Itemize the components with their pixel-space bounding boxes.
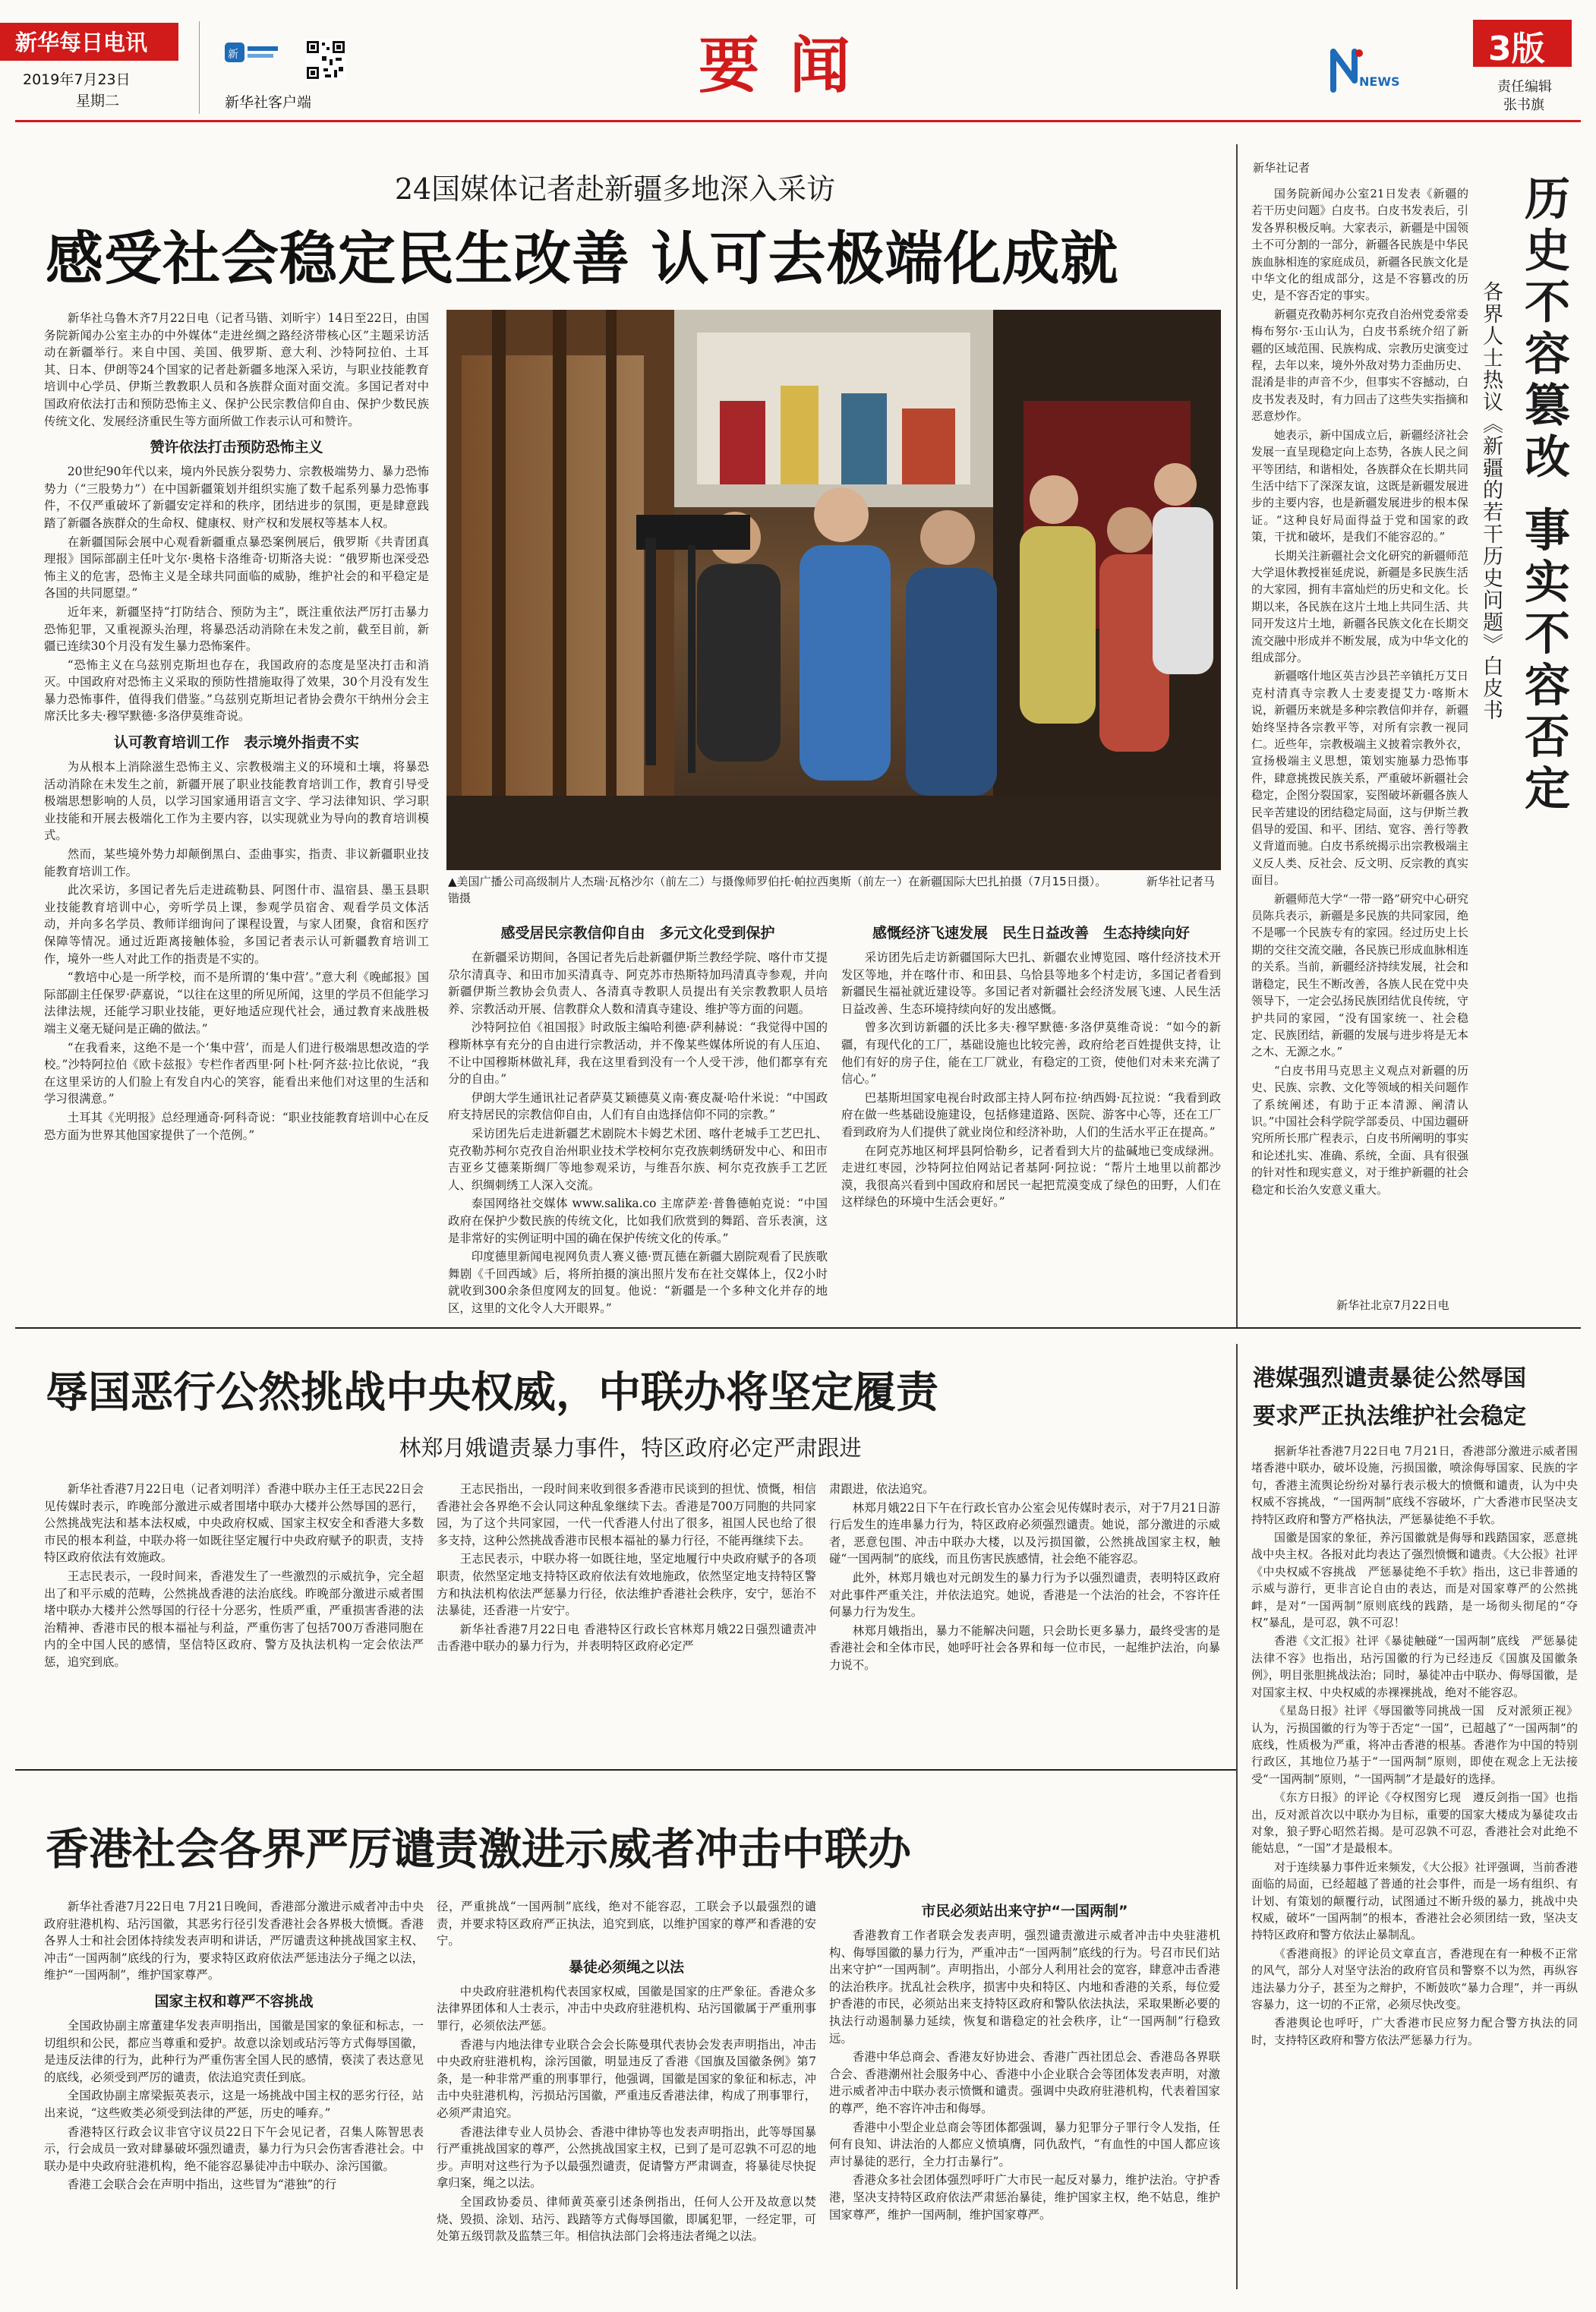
paragraph: 新华社香港7月22日电 香港特区行政长官林郑月娥22日强烈谴责冲击香港中联办的暴力行为，并表明特区政府必定严	[437, 1622, 816, 1654]
side-headline: 历史不容篡改 事实不容否定	[1517, 175, 1570, 816]
story2-headline: 辱国恶行公然挑战中央权威，中联办将坚定履责	[46, 1368, 938, 1418]
paragraph: 香港中华总商会、香港友好协进会、香港广西社团总会、香港岛各界联合会、香港潮州社会服务中心、香港中小企业联合会等团体发表声明，对激进示威者冲击中联办表示愤慨和谴责。强调中央政府驻港机构，代表着国家的尊严，绝不容许冲击和侮辱。	[829, 2050, 1220, 2115]
hk-media-title-1: 港媒强烈谴责暴徒公然辱国	[1253, 1365, 1526, 1392]
paragraph: 王志民表示，一段时间来，香港发生了一些激烈的示威抗争，完全超出了和平示威的范畴，公然挑战香港的法治底线。昨晚部分激进示威者围堵中联办大楼并公然辱国的行径十分恶劣，性质严重，严重损害香港的法治精神、香港市民的根本福祉与利益，严重伤害了包括700万香港同胞在内的全中国人民的感情，坚信特区政府、警方及执法机构一定会依法严惩，追究到底。	[44, 1569, 424, 1669]
divider	[199, 21, 200, 114]
paragraph: 香港众多社会团体强烈呼吁广大市民一起反对暴力，维护法治。守护香港，坚决支持特区政府依法严肃惩治暴徒，维护国家主权，绝不姑息，维护国家尊严，维护一国两制，维护国家尊严。	[829, 2173, 1220, 2222]
paragraph: 新华社香港7月22日电 7月21日晚间，香港部分激进示威者冲击中央政府驻港机构、玷污国徽，其恶劣行径引发香港社会各界极大愤慨。香港各界人士和社会团体持续发表声明和讲话，严厉谴责这种挑战国家主权、冲击“一国两制”底线的行为，要求特区政府依法严惩违法分子绳之以法，维护“一国两制”，维护国家尊严。	[44, 1900, 424, 1982]
story1-headline: 感受社会稳定民生改善 认可去极端化成就	[46, 225, 1119, 292]
paragraph: 新疆喀什地区英吉沙县芒辛镇托万艾日克村清真寺宗教人士麦麦提艾力·喀斯木说，新疆历来就是多种宗教信仰并存，新疆始终坚持各宗教平等，对所有宗教一视同仁。近些年，宗教极端主义披着宗教外衣，宣扬极端主义思想，策划实施暴力恐怖事件，肆意挑拨民族关系，严重破坏新疆社会稳定，企图分裂国家，妄图破坏新疆各族人民辛苦建设的团结稳定局面，这与伊斯兰教倡导的爱国、和平、团结、宽容、善行等教义背道而驰。白皮书系统揭示出宗教极端主义反人类、反社会、反文明、反宗教的真实面目。	[1251, 669, 1468, 888]
editor-label: 责任编辑	[1497, 79, 1552, 95]
paragraph: 采访团先后走进新疆艺术剧院木卡姆艺术团、喀什老城手工艺巴扎、克孜勒苏柯尔克孜自治州职业技术学校柯尔克孜族刺绣研发中心、和田市吉亚乡艾德莱斯绸厂等地参观采访，与维吾尔族、柯尔克孜族手工艺匠人、织绸刺绣工人深入交流。	[448, 1126, 828, 1192]
paragraph: 在新疆国际会展中心观看新疆重点暴恐案例展后，俄罗斯《共青团真理报》国际部副主任叶戈尔·奥格卡洛维奇·切斯洛夫说：“俄罗斯也深受恐怖主义的危害，恐怖主义是全球共同面临的威胁，维护社会的和平稳定是各国的共同愿望。”	[44, 535, 429, 601]
story1-subhead-3: 感受居民宗教信仰自由 多元文化受到保护	[500, 925, 775, 942]
paragraph: “教培中心是一所学校，而不是所谓的‘集中营’。”意大利《晚邮报》国际部副主任保罗·萨嘉说，“以往在这里的所见所闻，这里的学员不但能学习法律法规，还能学习职业技能，更好地适应现代社会，通过教育来战胜极端主义毫无疑问是正确的做法。”	[44, 970, 429, 1036]
paragraph: 伊朗大学生通讯社记者萨莫艾颖德莫义南·赛皮凝·哈什米说：“中国政府支持居民的宗教信仰自由，人们有自由选择信仰不同的宗教。”	[448, 1090, 828, 1122]
side-dateline: 新华社北京7月22日电	[1336, 1298, 1449, 1312]
paragraph: “白皮书用马克思主义观点对新疆的历史、民族、宗教、文化等领域的相关问题作了系统阐述，有助于正本清源、阐清认识。”中国社会科学院学部委员、中国边疆研究所所长邢广程表示，白皮书所阐明的事实和论述扎实、准确、系统，全面、具有很强的针对性和现实意义，对于维护新疆的社会稳定和长治久安意义重大。	[1251, 1063, 1468, 1197]
side-divider	[1236, 144, 1238, 1329]
paragraph: 曾多次到访新疆的沃比多夫·穆罕默德·多洛伊莫维奇说：“如今的新疆，有现代化的工厂，基础设施也比较完善，政府给老百姓提供支持，让他们有好的房子住，能在工厂就业，有稳定的工资，使他们对未来充满了信心。”	[841, 1020, 1221, 1087]
paragraph: “恐怖主义在乌兹别克斯坦也存在，我国政府的态度是坚决打击和消灭。中国政府对恐怖主义采取的预防性措施取得了效果，30个月没有发生暴力恐怖事件，值得我们借鉴。”乌兹别克斯坦记者协会费尔干纳州分会主席沃比多夫·穆罕默德·多洛伊莫维奇说。	[44, 658, 429, 724]
masthead-rule	[15, 120, 1581, 122]
section-rule-2	[15, 1327, 1581, 1329]
editor-name: 张书旗	[1503, 97, 1544, 113]
story2-col3	[829, 1481, 1220, 1754]
paragraph: 全国政协副主席董建华发表声明指出，国徽是国家的象征和标志，一切组织和公民，都应当尊重和爱护。故意以涂划或玷污等方式侮辱国徽，是违反法律的行为，此种行为严重伤害全国人民的感情，亵渎了表达意见的底线，必须受到严厉的谴责，依法追究责任到底。	[44, 2018, 424, 2084]
paragraph: 此外，林郑月娥也对元朗发生的暴力行为予以强烈谴责，表明特区政府对此事件严重关注，并依法追究。她说，香港是一个法治的社会，不容许任何暴力行为发生。	[829, 1570, 1220, 1620]
story3-subhead-2: 暴徒必须绳之以法	[568, 1958, 684, 1976]
story3-col2	[437, 1898, 816, 2297]
news-logo-text: NEWS	[1359, 74, 1400, 89]
paragraph: 香港舆论也呼吁，广大香港市民应努力配合警方执法的同时，支持特区政府和警方依法严惩暴力行为。	[1251, 2016, 1578, 2047]
svg-text:新: 新	[228, 49, 238, 61]
paragraph: 王志民指出，一段时间来收到很多香港市民谈到的担忧、愤慨，相信香港社会各界绝不会认同这种乱象继续下去。香港是700万同胞的共同家园，为了这个共同家园，一代一代香港人付出了很多，祖国人民也给了很多支持，这种公然挑战香港市民根本福祉的暴力行径，不能再继续下去。	[437, 1482, 816, 1547]
paragraph: 长期关注新疆社会文化研究的新疆师范大学退休教授崔延虎说，新疆是多民族生活的大家园，拥有丰富灿烂的历史和文化。长期以来，各民族在这片土地上共同生活、共同开发这片土地，新疆各民族文化在长期交流交融中形成并不断发展，成为中华文化的组成部分。	[1251, 548, 1468, 664]
paragraph: 《香港商报》的评论员文章直言，香港现在有一种极不正常的风气，部分人对坚守法治的政府官员和警察不以为然，再纵容违法暴力分子，甚至为之辩护，不断鼓吹“暴力合理”，并一再纵容暴力，这一切的不正常，必须尽快改变。	[1251, 1946, 1578, 2011]
masthead	[0, 0, 1596, 121]
story3-subhead-3: 市民必须站出来守护“一国两制”	[921, 1903, 1128, 1919]
story1-subhead-4: 感慨经济飞速发展 民生日益改善 生态持续向好	[872, 925, 1190, 942]
hk-media-col	[1251, 1443, 1578, 2297]
page-number: 3版	[1488, 30, 1545, 68]
photo-bazaar-scene	[446, 310, 1221, 870]
paragraph: 中央政府驻港机构代表国家权威，国徽是国家的庄严象征。香港众多法律界团体和人士表示，冲击中央政府驻港机构、玷污国徽属于严重刑事罪行，必须依法严惩。	[437, 1984, 816, 2033]
photo-caption: ▲美国广播公司高级制片人杰瑞·瓦格沙尔（前左二）与摄像师罗伯托·帕拉西奥斯（前左一）在新疆国际大巴扎拍摄（7月15日摄）。 新华社记者马锴摄	[448, 875, 1215, 905]
story3-col3	[829, 1898, 1220, 2297]
paragraph: 全国政协副主席梁振英表示，这是一场挑战中国主权的恶劣行径，站出来说，“这些败类必须受到法律的严惩，历史的唾弃。”	[44, 2089, 424, 2120]
story3-headline: 香港社会各界严厉谴责激进示威者冲击中联办	[46, 1825, 911, 1875]
paragraph: 对于连续暴力事件近来频发，《大公报》社评强调，当前香港面临的局面，已经超越了普通的社会事件，而是一场有组织、有计划、有策划的颠覆行动，试图通过不断升级的暴力，挑战中央权威，破坏“一国两制”的根本，香港社会必须团结一致，坚决支持特区政府和警方依法止暴制乱。	[1251, 1859, 1578, 1942]
paragraph: 肃跟进，依法追究。	[829, 1482, 935, 1496]
paragraph: 香港《文汇报》社评《暴徒触碰“一国两制”底线 严惩暴徒法律不容》也指出，玷污国徽的行为已经违反《国旗及国徽条例》，明目张胆挑战法治；同时，暴徒冲击中联办、侮辱国徽，是对国家主权、中央权威的赤裸裸挑战，绝对不能容忍。	[1251, 1634, 1578, 1699]
paragraph: 然而，某些境外势力却颠倒黑白、歪曲事实，指责、非议新疆职业技能教育培训工作。	[44, 847, 429, 878]
paragraph: 泰国网络社交媒体 www.salika.co 主席萨差·普鲁德帕克说：“中国政府在保护少数民族的传统文化，比如我们欣赏到的舞蹈、音乐表演，这是非常好的实例证明中国的确在保护传统文化的传承。”	[448, 1197, 828, 1245]
paragraph: 巴基斯坦国家电视台时政部主持人阿布拉·纳西姆·瓦拉说：“我看到政府在做一些基础设施建设，包括修建道路、医院、游客中心等，还在工厂看到政府为人们提供了就业岗位和经济补助，人们的生活水平正在提高。”	[841, 1090, 1221, 1139]
story1-subhead-2: 认可教育培训工作 表示境外指责不实	[113, 734, 359, 752]
paragraph: 香港教育工作者联会发表声明，强烈谴责激进示威者冲击中央驻港机构、侮辱国徽的暴力行为，严重冲击“一国两制”底线的行为。号召市民们站出来守护“一国两制”。声明指出，小部分人利用社会的宽容，肆意冲击香港的法治秩序。扰乱社会秩序，损害中央和特区、内地和香港的关系，每位爱护香港的市民，必须站出来支持特区政府和警队依法执法，采取果断必要的执法行动遏制暴力延续，恢复和谐稳定的社会秩序，让“一国两制”行稳致远。	[829, 1929, 1220, 2045]
paragraph: 为从根本上消除滋生恐怖主义、宗教极端主义的环境和土壤，将暴恐活动消除在未发生之前，新疆开展了职业技能教育培训工作，教育引导受极端思想影响的人员，以学习国家通用语言文字、学习法律知识、学习职业技能和开展去极端化工作为主要内容，以实现就业为导向的教育培训模式。	[44, 760, 429, 843]
xinhua-app-logo	[222, 39, 281, 87]
side-byline: 新华社记者	[1253, 161, 1311, 175]
section-rule-3	[15, 1769, 1236, 1771]
paragraph: 印度德里新闻电视网负责人赛义德·贾瓦德在新疆大剧院观看了民族歌舞剧《千回西域》后，将所拍摄的演出照片发布在社交媒体上，仅2小时就收到300余条但度网友的回复。他说：“新疆是一个多种文化并存的地区，这里的文化令人大开眼界。”	[448, 1250, 828, 1315]
story2-col2	[437, 1481, 816, 1754]
paragraph: 香港法律专业人员协会、香港中律协等也发表声明指出，此等辱国暴行严重挑战国家的尊严，公然挑战国家主权，已到了是可忍孰不可忍的地步。声明对这些行为予以最强烈谴责，促请警方严肃调查，将暴徒尽快捉拿归案，绳之以法。	[437, 2124, 816, 2191]
story3-subhead-1: 国家主权和尊严不容挑战	[154, 1992, 314, 2010]
paragraph: 林郑月娥指出，暴力不能解决问题，只会助长更多暴力，最终受害的是香港社会和全体市民，她呼吁社会各界和每一位市民，一起维护法治，向暴力说不。	[829, 1623, 1220, 1672]
paragraph: 林郑月娥22日下午在行政长官办公室会见传媒时表示，对于7月21日游行后发生的连串暴力行为，特区政府必须强烈谴责。她说，部分激进的示威者，恶意包围、冲击中联办大楼，以及污损国徽，公然挑战国家主权，触碰“一国两制”的底线，而且伤害民族感情，社会绝不能容忍。	[829, 1500, 1220, 1566]
paragraph: 香港与内地法律专业联合会会长陈曼琪代表协会发表声明指出，冲击中央政府驻港机构，涂污国徽，明显违反了香港《国旗及国徽条例》第7条，是一种非常严重的刑事罪行，他强调，国徽是国家的象征和标志，冲击中央驻港机构，污损玷污国徽，严重违反香港法律，构成了刑事罪行，必须严肃追究。	[437, 2037, 816, 2120]
news-logo	[1329, 44, 1412, 97]
story1-kicker: 24国媒体记者赴新疆多地深入采访	[394, 172, 836, 206]
brand-name: 新华每日电讯	[15, 30, 148, 55]
paragraph: 20世纪90年代以来，境内外民族分裂势力、宗教极端势力、暴力恐怖势力（“三股势力”）在中国新疆策划并组织实施了数千起系列暴力恐怖事件，不仅严重破坏了新疆安定祥和的秩序，团结进步的氛围，更是肆意践踏了新疆各族群众的生命权、健康权、财产权和发展权等基本人权。	[44, 465, 429, 530]
paragraph: 国徽是国家的象征，养污国徽就是侮辱和践踏国家，恶意挑战中央主权。各报对此均表达了强烈愤慨和谴责。《大公报》社评《中央权威不容挑战 严惩暴徒绝不手软》指出，这已非普通的示威与游行，更非言论自由的表达，而是对国家尊严的公然挑衅，是对“一国两制”原则底线的践踏，是一场彻头彻尾的“夺权”暴乱，是可忍，孰不可忍！	[1251, 1531, 1578, 1630]
paragraph: 《东方日报》的评论《夺权图穷匕现 遵反剑指一国》也指出，反对派首次以中联办为目标，重要的国家大楼成为暴徒攻击对象，狼子野心昭然若揭。是可忍孰不可忍，香港社会对此绝不能姑息，“一国”才是最根本。	[1251, 1790, 1578, 1856]
paragraph: 王志民表示，中联办将一如既往地，坚定地履行中央政府赋予的各项职责，依然坚定地支持特区政府依法有效地施政，依然坚定地支持特区警方和执法机构依法严惩暴力行径，依法维护香港社会秩序，安宁，惩治不法暴徒，还香港一片安宁。	[437, 1552, 816, 1618]
issue-weekday: 星期二	[76, 93, 120, 109]
story2-subheadline: 林郑月娥谴责暴力事件，特区政府必定严肃跟进	[399, 1435, 862, 1461]
paragraph: 新疆克孜勒苏柯尔克孜自治州党委常委梅布努尔·玉山认为，白皮书系统介绍了新疆的区域范围、民族构成、宗教历史演变过程，去年以来，境外外敌对势力歪曲历史、混淆是非的声音不少，但事实不容撼动，白皮书发表及时，有力回击了这些失实指摘和恶意炒作。	[1251, 307, 1468, 424]
paragraph: 全国政协委员、律师黄英豪引述条例指出，任何人公开及故意以焚烧、毁损、涂划、玷污、践踏等方式侮辱国徽，即属犯罪，一经定罪，可处第五级罚款及监禁三年。相信执法部门会将违法者绳之以法。	[437, 2194, 816, 2244]
paragraph: 香港工会联合会在声明中指出，这些冒为“港独”的行	[67, 2178, 337, 2192]
paragraph: 土耳其《光明报》总经理通奇·阿科奇说：“职业技能教育培训中心在反恐方面为世界其他国家提供了一个范例。”	[44, 1110, 429, 1142]
story3-col1	[44, 1898, 424, 2297]
paragraph: 《星岛日报》社评《辱国徽等同挑战一国 反对派须正视》认为，污损国徽的行为等于否定“一国”，已超越了“一国两制”的底线，性质极为严重，将冲击香港的根基。香港作为中国的特别行政区，其地位乃基于“一国两制”原则，即使在观念上无法接受“一国两制”原则，“一国两制”才是最好的选择。	[1251, 1704, 1578, 1786]
issue-date: 2019年7月23日	[23, 71, 131, 88]
paragraph: 国务院新闻办公室21日发表《新疆的若干历史问题》白皮书。白皮书发表后，引发各界积极反响。大家表示，新疆是中国领土不可分割的一部分，新疆各民族是中华民族血脉相连的家庭成员，新疆各民族文化是中华文化的组成部分，这是不容篡改的历史，是不容否定的事实。	[1251, 187, 1468, 303]
paragraph: 据新华社香港7月22日电 7月21日，香港部分激进示威者围堵香港中联办，破坏设施，污损国徽，喷涂侮辱国家、民族的字句，香港主流舆论纷纷对暴行表示极大的愤慨和谴责，认为中央权威不容挑战，“一国两制”底线不容破坏，广大香港市民坚决支持特区政府和警方严格执法，严惩暴徒绝不手软。	[1251, 1444, 1578, 1526]
app-label: 新华社客户端	[225, 94, 312, 111]
paragraph: 沙特阿拉伯《祖国报》时政版主编哈利德·萨利赫说：“我觉得中国的穆斯林享有充分的自由进行宗教活动，并不像某些媒体所说的有人压迫、不让中国穆斯林做礼拜，我在这里看到没有一个人受干涉，他们都享有充分的自由。”	[448, 1020, 828, 1087]
paragraph: 此次采访，多国记者先后走进疏勒县、阿图什市、温宿县、墨玉县职业技能教育培训中心，旁听学员上课，参观学员宿舍、观看学员文体活动，并向多名学员、教师详细询问了课程设置，与家人团聚，食宿和医疗保障等情况。通过近距离接触体验，多国记者表示认可新疆教育培训工作，境外一些人对此工作的指责是不实的。	[44, 883, 429, 966]
qr-code	[305, 39, 346, 80]
paragraph: 径，严重挑战“一国两制”底线，绝对不能容忍，工联会予以最强烈的谴责，并要求特区政府严正执法，追究到底，以维护国家的尊严和香港的安宁。	[437, 1900, 816, 1948]
paragraph: 采访团先后走访新疆国际大巴扎、新疆农业博览园、喀什经济技术开发区等地，并在喀什市、和田县、乌恰县等地多个村走访，多国记者看到新疆民生福祉就近建设等。多国记者对新疆社会经济发展飞速、人民生活日益改善、生态环境持续向好的发出感慨。	[841, 951, 1221, 1016]
side-subheadline: 各界人士热议《新疆的若干历史问题》白皮书	[1479, 281, 1503, 721]
paragraph: 香港中小型企业总商会等团体都强调，暴力犯罪分子罪行令人发指，任何有良知、讲法治的人都应义愤填膺，同仇敌忾，“有血性的中国人都应该声讨暴徒的恶行，全力打击暴行”。	[829, 2120, 1220, 2168]
paragraph: 近年来，新疆坚持“打防结合、预防为主”，既注重依法严厉打击暴力恐怖犯罪，又重视源头治理，将暴恐活动消除在未发之前，截至目前，新疆已连续30个月没有发生暴力恐怖案件。	[44, 604, 429, 654]
paragraph: 在新疆采访期间，各国记者先后赴新疆伊斯兰教经学院、喀什市艾提尕尔清真寺、和田市加买清真寺、阿克苏市热斯特加玛清真寺参观，并向新疆伊斯兰教协会负责人、各清真寺教职人员提出有关宗教教职人员培养、宗教活动开展、信教群众人数和清真寺建设、维护等方面的问题。	[448, 951, 828, 1016]
paragraph: 在阿克苏地区柯坪县阿恰勒乡，记者看到大片的盐碱地已变成绿洲。走进红枣园，沙特阿拉伯网站记者基阿·阿拉说：“帮片土地里以前都沙漠，我很高兴看到中国政府和居民一起把荒漠变成了绿色的田野，人们在这样绿色的环境中生活会更好。”	[841, 1143, 1221, 1210]
story2-col1	[44, 1481, 424, 1754]
paragraph: “在我看来，这绝不是一个‘集中营’，而是人们进行极端思想改造的学校。”沙特阿拉伯《欧卡兹报》专栏作者西里·阿卜杜·阿齐兹·拉比依说，“我在这里采访的人们脸上有发自内心的笑容，能看出来他们对这里的生活和学习很满意。”	[44, 1040, 429, 1106]
paragraph: 她表示，新中国成立后，新疆经济社会发展一直呈现稳定向上态势，各族人民之间平等团结，和谐相处，各族群众在长期共同生活中结下了深深友谊，这既是新疆发展进步的主要内容，也是新疆发展进步的根本保证。“这种良好局面得益于党和国家的政策，干扰和破坏，是我们不能容忍的。”	[1251, 427, 1468, 544]
news-photo	[446, 310, 1221, 870]
paragraph: 香港特区行政会议非官守议员22日下午会见记者，召集人陈智思表示，行会成员一致对肆暴破坏强烈谴责，暴力行为只会伤害香港社会。中联办是中央政府驻港机构，绝不能容忍暴徒冲击中联办、涂污国徽。	[44, 2124, 424, 2173]
story1-lead: 新华社乌鲁木齐7月22日电（记者马锴、刘昕宇）14日至22日，由国务院新闻办公室主办的中外媒体“走进丝绸之路经济带核心区”主题采访活动在新疆举行。来自中国、美国、俄罗斯、意大利、沙特阿拉伯、土耳其、日本、伊朗等24个国家的记者赴新疆多地深入采访，与职业技能教育培训中心学员、伊斯兰教教职人员和各族群众面对面交流。多国记者对中国政府依法打击和预防恐怖主义、保护公民宗教信仰自由、保护少数民族传统文化、发展经济重民生等方面所做工作表示认可和赞许。	[44, 311, 429, 428]
side-col	[1251, 185, 1468, 1248]
right-divider	[1236, 1344, 1238, 2289]
hk-media-title-2: 要求严正执法维护社会稳定	[1253, 1403, 1526, 1430]
paragraph: 新华社香港7月22日电（记者刘明洋）香港中联办主任王志民22日会见传媒时表示，昨晚部分激进示威者围堵中联办大楼并公然辱国的恶行，公然挑战宪法和基本法权威，中央政府权威、国家主权安全和香港大多数市民的根本利益，中联办将一如既往坚定履行中央政府赋予的职责，支持特区政府依法有效施政。	[44, 1482, 424, 1565]
section-title: 要 闻	[699, 30, 855, 101]
story1-subhead-1: 赞许依法打击预防恐怖主义	[150, 439, 323, 456]
paragraph: 新疆师范大学“一带一路”研究中心研究员陈兵表示，新疆是多民族的共同家园，绝不是哪一个民族专有的家园。经过历史上长期的交往交流交融，各民族已形成血脉相连的关系。当前，新疆经济持续发展，社会和谐稳定，民生不断改善，各族人民在党中央领导下，一定会弘扬民族团结优良传统，守护共同的家园，“没有国家统一、社会稳定、民族团结，新疆的发展与进步将是无本之木、无源之水。”	[1251, 891, 1468, 1059]
